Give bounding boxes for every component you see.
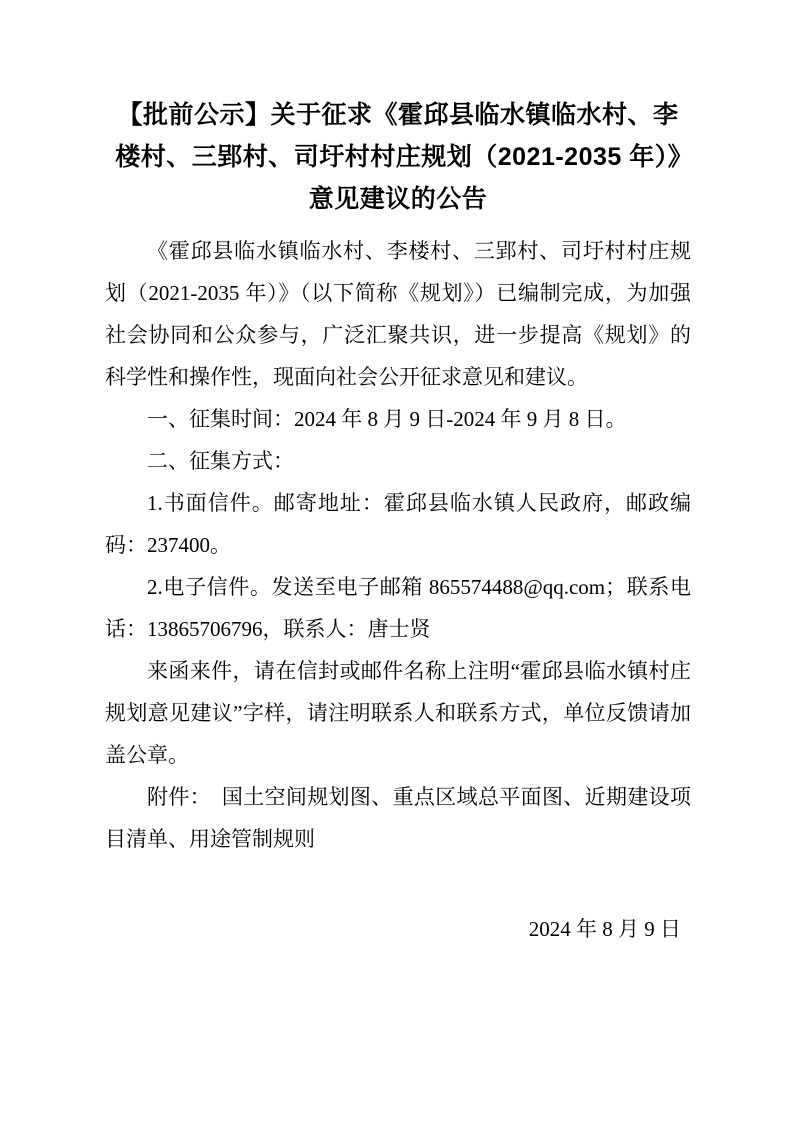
collection-time-paragraph: 一、征集时间：2024 年 8 月 9 日-2024 年 9 月 8 日。 xyxy=(147,407,627,431)
labeling-note-paragraph: 来函来件，请在信封或邮件名称上注明“霍邱县临水镇村庄规划意见建议”字样，请注明联系人和联系方式，单位反馈请加盖公章。 xyxy=(105,659,691,767)
intro-paragraph: 《霍邱县临水镇临水村、李楼村、三郢村、司圩村村庄规划（2021-2035 年）》（以下简称《规划》）已编制完成，为加强社会协同和公众参与，广泛汇聚共识，进一步提高《规划》的科学性和操作性，现面向社会公开征求意见和建议。 xyxy=(105,239,691,389)
mail-method-paragraph: 1.书面信件。邮寄地址：霍邱县临水镇人民政府，邮政编码：237400。 xyxy=(105,491,691,557)
email-method-paragraph: 2.电子信件。发送至电子邮箱 865574488@qq.com；联系电话：13865706796，联系人：唐士贤 xyxy=(105,575,691,641)
attachment-line: 附件： 国土空间规划图、重点区域总平面图、近期建设项目清单、用途管制规则 xyxy=(105,785,691,851)
page-title: 【批前公示】关于征求《霍邱县临水镇临水村、李楼村、三郢村、司圩村村庄规划（2021-2035 年）》意见建议的公告 xyxy=(115,101,681,213)
date-line: 2024 年 8 月 9 日 xyxy=(528,917,681,941)
document-body xyxy=(105,230,691,950)
collection-method-heading: 二、征集方式： xyxy=(147,449,294,473)
